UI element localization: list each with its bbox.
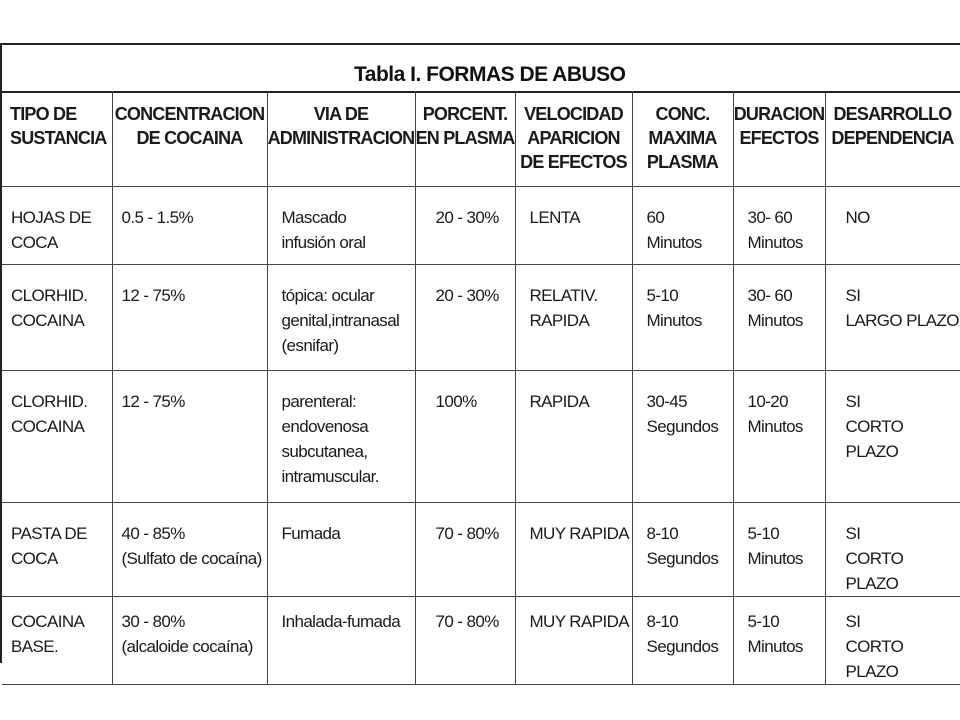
table-cell: CLORHID. COCAINA xyxy=(2,370,112,502)
table-cell: 30 - 80% (alcaloide cocaína) xyxy=(112,596,267,684)
table-cell: Fumada xyxy=(267,502,415,596)
table-cell: 12 - 75% xyxy=(112,264,267,370)
table-cell: 30- 60 Minutos xyxy=(733,186,825,264)
table-cell: MUY RAPIDA xyxy=(515,502,632,596)
table-row xyxy=(2,502,960,596)
header-cell: DURACION EFECTOS xyxy=(733,91,825,186)
table-cell: 10-20 Minutos xyxy=(733,370,825,502)
table-cell: parenteral: endovenosa subcutanea, intramuscular. xyxy=(267,370,415,502)
table-cell: 40 - 85% (Sulfato de cocaína) xyxy=(112,502,267,596)
table-cell: 5-10 Minutos xyxy=(733,502,825,596)
table-row xyxy=(2,186,960,264)
table-cell: 30-45 Segundos xyxy=(632,370,733,502)
table-cell: 70 - 80% xyxy=(415,596,515,684)
table-cell: 8-10 Segundos xyxy=(632,502,733,596)
table-title: Tabla I. FORMAS DE ABUSO xyxy=(354,63,626,86)
table-cell: 20 - 30% xyxy=(415,264,515,370)
header-row xyxy=(2,91,960,186)
header-cell: DESARROLLO DEPENDENCIA xyxy=(825,91,960,186)
header-cell: VELOCIDAD APARICION DE EFECTOS xyxy=(515,91,632,186)
table-cell: Inhalada-fumada xyxy=(267,596,415,684)
document-frame xyxy=(0,43,960,681)
abuse-forms-table xyxy=(2,91,960,685)
table-cell: PASTA DE COCA xyxy=(2,502,112,596)
table-cell: RELATIV. RAPIDA xyxy=(515,264,632,370)
table-cell: 70 - 80% xyxy=(415,502,515,596)
header-cell: TIPO DE SUSTANCIA xyxy=(2,91,112,186)
table-cell: 60 Minutos xyxy=(632,186,733,264)
table-cell: RAPIDA xyxy=(515,370,632,502)
table-cell: 20 - 30% xyxy=(415,186,515,264)
table-cell: LENTA xyxy=(515,186,632,264)
title-row xyxy=(2,45,960,93)
table-cell: 8-10 Segundos xyxy=(632,596,733,684)
table-cell: 100% xyxy=(415,370,515,502)
table-cell: CLORHID. COCAINA xyxy=(2,264,112,370)
table-cell: 12 - 75% xyxy=(112,370,267,502)
header-cell: VIA DE ADMINISTRACION xyxy=(267,91,415,186)
table-cell: SI CORTO PLAZO xyxy=(825,370,960,502)
table-row xyxy=(2,264,960,370)
table-cell: MUY RAPIDA xyxy=(515,596,632,684)
table-cell: HOJAS DE COCA xyxy=(2,186,112,264)
table-cell: tópica: ocular genital,intranasal (esnifar) xyxy=(267,264,415,370)
table-cell: 5-10 Minutos xyxy=(632,264,733,370)
table-cell: NO xyxy=(825,186,960,264)
table-cell: Mascado infusión oral xyxy=(267,186,415,264)
table-cell: 30- 60 Minutos xyxy=(733,264,825,370)
table-cell: SI CORTO PLAZO xyxy=(825,502,960,596)
table-row xyxy=(2,596,960,684)
table-row xyxy=(2,370,960,502)
table-cell: SI CORTO PLAZO xyxy=(825,596,960,684)
header-cell: CONCENTRACION DE COCAINA xyxy=(112,91,267,186)
table-cell: COCAINA BASE. xyxy=(2,596,112,684)
header-cell: PORCENT. EN PLASMA xyxy=(415,91,515,186)
header-cell: CONC. MAXIMA PLASMA xyxy=(632,91,733,186)
table-cell: 0.5 - 1.5% xyxy=(112,186,267,264)
table-cell: 5-10 Minutos xyxy=(733,596,825,684)
table-cell: SI LARGO PLAZO xyxy=(825,264,960,370)
